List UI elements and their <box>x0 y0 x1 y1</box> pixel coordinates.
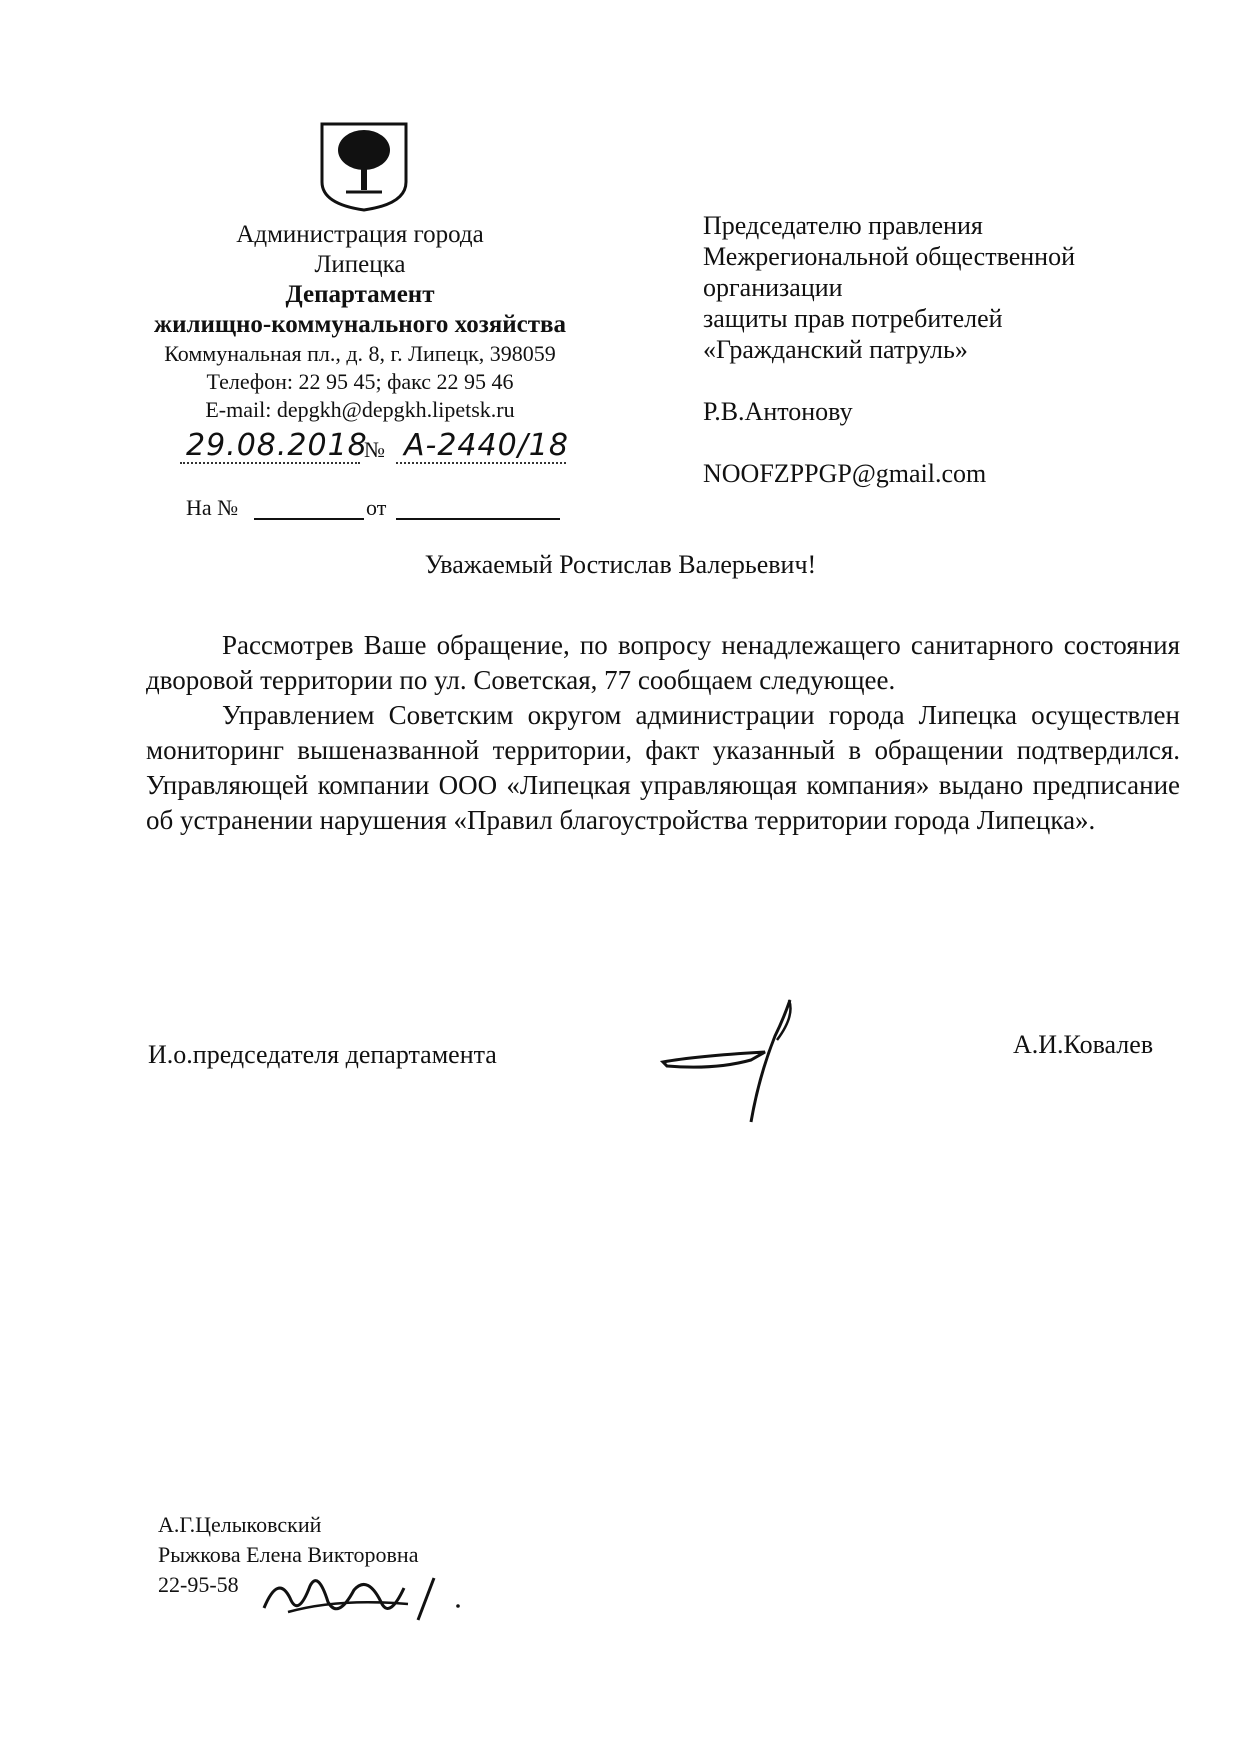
recipient-line3: организации <box>703 273 843 302</box>
ref-number-blank <box>254 518 364 520</box>
recipient-line2: Межрегиональной общественной <box>703 242 1075 271</box>
paragraph-2: Управлением Советским округом администрации города Липецка осуществлен мониторинг вышеназванной территории, факт указанный в обращении подтвердился. Управляющей компании ООО «Липецкая управляющая компания» выдано предписание об устранении нарушения «Правил благоустройства территории города Липецка». <box>146 700 1180 835</box>
recipient-email: NOOFZPPGP@gmail.com <box>703 459 987 488</box>
executor-line2: Рыжкова Елена Викторовна <box>158 1542 419 1567</box>
registration-number: А-2440/18 <box>404 428 569 463</box>
ref-from-label: от <box>366 495 387 520</box>
sender-block <box>110 120 610 424</box>
sender-address: Коммунальная пл., д. 8, г. Липецк, 398059 <box>164 341 556 366</box>
signatory-name: А.И.Ковалев <box>1013 1030 1154 1059</box>
executor-line1: А.Г.Целыковский <box>158 1512 322 1537</box>
recipient-block <box>703 210 1183 489</box>
org-name-line1: Администрация города <box>236 221 484 248</box>
recipient-line1: Председателю правления <box>703 211 983 240</box>
ref-number-label: На № <box>186 495 239 520</box>
greeting: Уважаемый Ростислав Валерьевич! <box>424 550 817 579</box>
ref-date-blank <box>396 518 560 520</box>
dept-name-line1: Департамент <box>285 281 435 308</box>
recipient-line4: защиты прав потребителей <box>703 304 1003 333</box>
paragraph-1: Рассмотрев Ваше обращение, по вопросу ненадлежащего санитарного состояния дворовой территории по ул. Советская, 77 сообщаем следующее. <box>146 630 1180 695</box>
registration-date: 29.08.2018 <box>186 428 368 463</box>
sender-phone: Телефон: 22 95 45; факс 22 95 46 <box>206 369 514 394</box>
dept-name-line2: жилищно-коммунального хозяйства <box>153 311 567 338</box>
executor-initials-signature <box>258 1568 468 1633</box>
letter-body <box>146 628 1180 838</box>
recipient-line5: «Гражданский патруль» <box>703 335 968 364</box>
number-underline <box>396 462 566 464</box>
date-underline <box>180 462 360 464</box>
executor-phone: 22-95-58 <box>158 1572 239 1597</box>
recipient-name: Р.В.Антонову <box>703 397 853 426</box>
number-sign: № <box>364 437 385 462</box>
signatory-title: И.о.председателя департамента <box>148 1040 497 1069</box>
handwritten-signature <box>655 996 805 1131</box>
org-name-line2: Липецка <box>314 251 406 278</box>
sender-email: E-mail: depgkh@depgkh.lipetsk.ru <box>205 397 515 422</box>
